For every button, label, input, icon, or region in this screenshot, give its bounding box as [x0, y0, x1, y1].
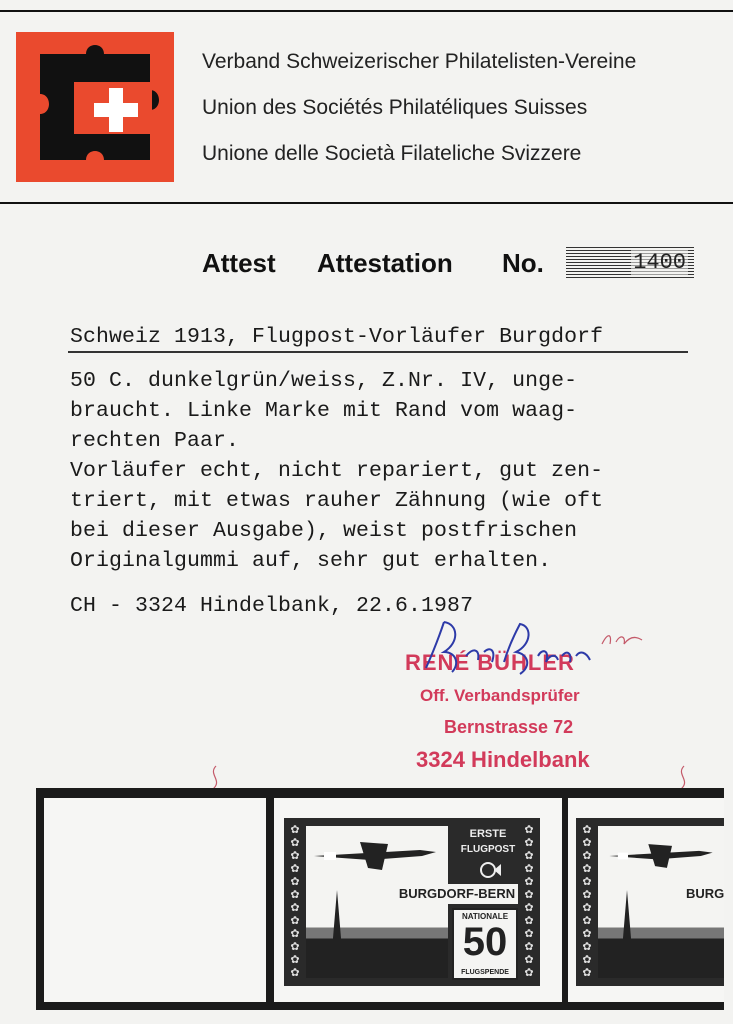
stamp-pair-photo	[36, 788, 724, 1010]
stamp-route-partial: BURG	[686, 886, 725, 901]
description-line: rechten Paar.	[70, 429, 240, 453]
certificate-number-box	[566, 247, 694, 279]
sheet-margin	[44, 798, 266, 1002]
subject-underline	[68, 351, 688, 353]
stamp-route: BURGDORF-BERN	[398, 886, 516, 901]
org-name-italian: Unione delle Società Filateliche Svizzere	[202, 142, 582, 165]
stamp-value-box	[452, 908, 518, 980]
place-and-date: CH - 3324 Hindelbank, 22.6.1987	[70, 594, 474, 618]
number-label: No.	[502, 248, 544, 278]
certificate-number: 1400	[633, 250, 686, 275]
post-horn-icon	[476, 860, 502, 880]
description-line: 50 C. dunkelgrün/weiss, Z.Nr. IV, unge-	[70, 369, 578, 393]
stamp-value: 50	[462, 920, 508, 964]
examiner-city: 3324 Hindelbank	[416, 747, 590, 772]
top-border-rule	[0, 10, 733, 12]
org-name-german: Verband Schweizerischer Philatelisten-Vereine	[202, 50, 637, 73]
attest-label: Attest	[202, 248, 276, 278]
stamp-landscape	[306, 906, 448, 978]
church-spire-icon	[332, 890, 342, 950]
stamp-label-flugspende: FLUGSPENDE	[461, 969, 509, 976]
examiner-name: RENÉ BÜHLER	[405, 650, 575, 675]
airmail-stamp-right	[576, 818, 724, 986]
examiner-title: Off. Verbandsprüfer	[420, 686, 580, 705]
border-ornaments: ✿ ✿ ✿ ✿ ✿ ✿ ✿ ✿ ✿ ✿ ✿ ✿	[524, 824, 534, 979]
church-spire-icon	[622, 890, 632, 950]
signature-icon	[400, 612, 610, 682]
airmail-stamp-left	[284, 818, 540, 986]
stamp-label-erste: ERSTE	[469, 828, 507, 840]
examiner-street: Bernstrasse 72	[444, 717, 574, 737]
org-name-french: Union des Sociétés Philatéliques Suisses	[202, 96, 588, 119]
stamp-landscape	[598, 906, 724, 978]
airplane-icon	[606, 836, 716, 876]
description-line: triert, mit etwas rauher Zähnung (wie oft	[70, 489, 604, 513]
header-divider-rule	[0, 202, 733, 204]
description-line: bei dieser Ausgabe), weist postfrischen	[70, 519, 578, 543]
puzzle-cross-logo-icon	[16, 32, 174, 182]
association-logo	[16, 32, 174, 182]
airplane-icon	[310, 836, 440, 876]
certificate-subject: Schweiz 1913, Flugpost-Vorläufer Burgdorf	[70, 325, 604, 349]
attestation-label: Attestation	[317, 248, 453, 278]
border-ornaments: ✿ ✿ ✿ ✿ ✿ ✿ ✿ ✿ ✿ ✿ ✿ ✿	[582, 824, 592, 979]
border-ornaments: ✿ ✿ ✿ ✿ ✿ ✿ ✿ ✿ ✿ ✿ ✿ ✿	[290, 824, 300, 979]
description-line: braucht. Linke Marke mit Rand vom waag-	[70, 399, 578, 423]
stamp-label-flugpost: FLUGPOST	[460, 844, 516, 855]
stamp-label-nationale: NATIONALE	[461, 912, 509, 921]
description-line: Vorläufer echt, nicht repariert, gut zen-	[70, 459, 604, 483]
description-line: Originalgummi auf, sehr gut erhalten.	[70, 549, 552, 573]
pencil-mark-icon	[598, 628, 648, 650]
